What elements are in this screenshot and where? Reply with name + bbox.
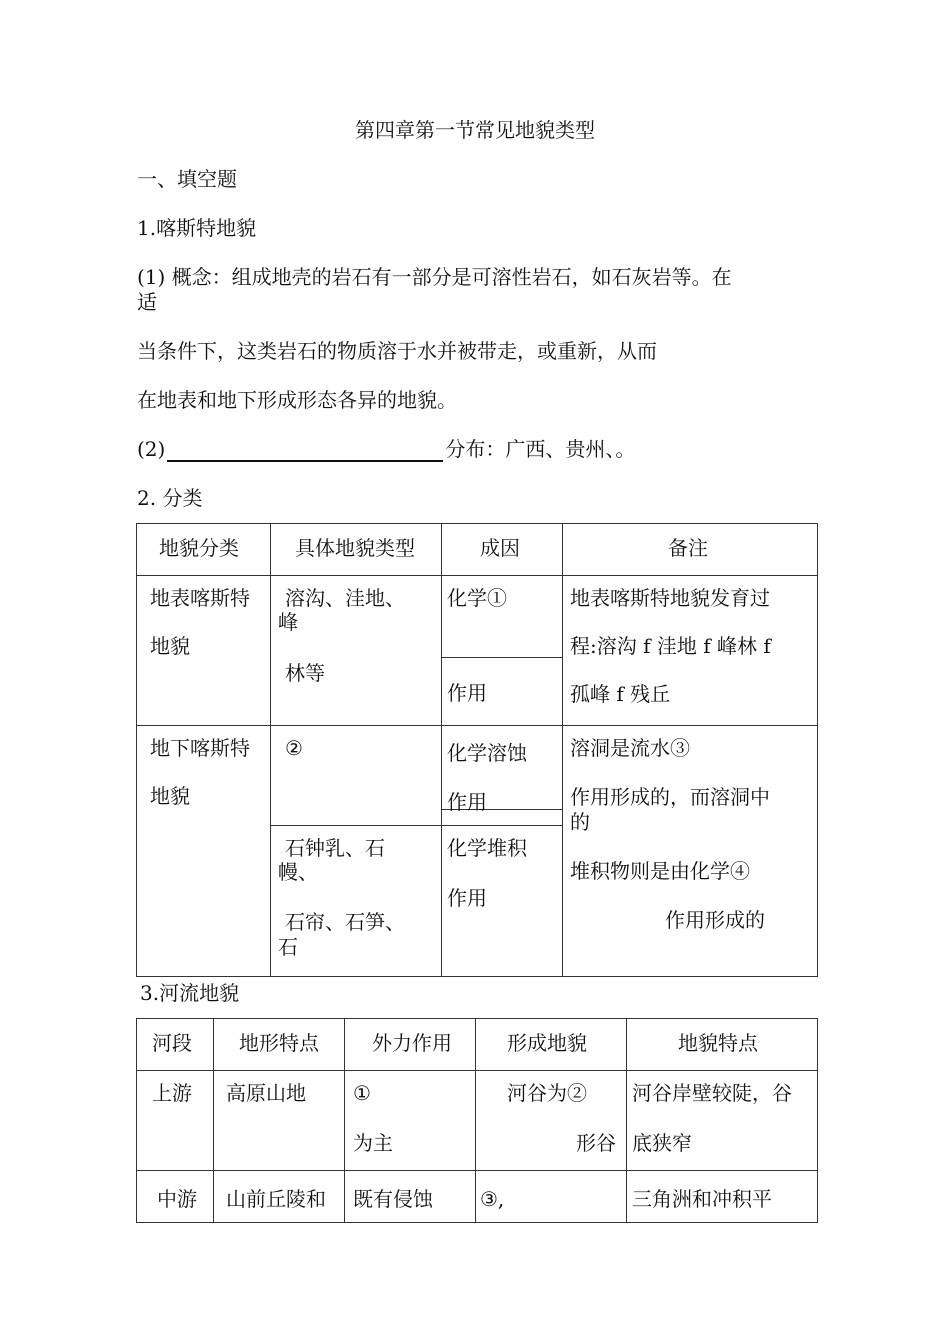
table-cell: 河谷岸壁较陡，谷 — [632, 1081, 792, 1105]
q1-fill-prefix: (2) — [137, 437, 166, 461]
table-header-cell: 地貌分类 — [159, 536, 239, 560]
table-cell: 溶沟、洼地、 — [285, 586, 405, 610]
table-cell: 地表喀斯特地貌发育过 — [570, 586, 770, 610]
q2-heading: 2. 分类 — [137, 486, 203, 510]
table-cell: 中游 — [157, 1187, 197, 1211]
table-cell: 高原山地 — [226, 1081, 306, 1105]
table-cell: 石 — [278, 935, 298, 959]
q1-paragraph-line: (1) 概念：组成地壳的岩石有一部分是可溶性岩石，如石灰岩等。在 — [137, 265, 732, 289]
table-cell: 为主 — [353, 1131, 393, 1155]
table-cell: 溶洞是流水③ — [570, 736, 690, 760]
q1-paragraph-line: 当条件下，这类岩石的物质溶于水并被带走，或重新，从而 — [137, 339, 657, 363]
table-cell: 作用 — [447, 681, 487, 705]
page-title: 第四章第一节常见地貌类型 — [355, 118, 595, 142]
table-cell: 作用形成的，而溶洞中 — [570, 785, 770, 809]
table-cell: ③, — [480, 1187, 505, 1211]
q1-paragraph-line: 适 — [137, 290, 157, 314]
table-cell: 孤峰 f 残丘 — [570, 682, 671, 706]
table-cell: 林等 — [285, 661, 325, 685]
q3-heading: 3.河流地貌 — [140, 981, 240, 1005]
table-cell: ② — [285, 736, 303, 760]
table-cell: 既有侵蚀 — [353, 1187, 433, 1211]
table-cell: 幔、 — [278, 860, 318, 884]
table-cell: 程:溶沟 f 洼地 f 峰林 f — [570, 634, 771, 658]
answer-blank[interactable] — [167, 438, 443, 462]
table-header-cell: 形成地貌 — [507, 1031, 587, 1055]
table-cell: 石钟乳、石 — [285, 836, 385, 860]
table-cell: 地貌 — [150, 784, 190, 808]
table-cell: 三角洲和冲积平 — [632, 1187, 772, 1211]
table-cell: 化学溶蚀 — [447, 741, 527, 765]
table-cell: 底狭窄 — [632, 1131, 692, 1155]
table-cell: 地下喀斯特 — [150, 736, 250, 760]
table-cell: 山前丘陵和 — [226, 1187, 326, 1211]
table-cell: 石帘、石笋、 — [285, 910, 405, 934]
q1-fill-line — [137, 436, 635, 462]
table-header-cell: 具体地貌类型 — [295, 536, 415, 560]
table-cell: 作用形成的 — [665, 908, 765, 932]
table-cell: ① — [353, 1081, 371, 1105]
table-cell: 地貌 — [150, 634, 190, 658]
table-header-cell: 外力作用 — [372, 1031, 452, 1055]
table-cell: 化学① — [447, 586, 507, 610]
q1-fill-suffix: 分布：广西、贵州、。 — [445, 437, 636, 461]
table-cell: 堆积物则是由化学④ — [570, 859, 750, 883]
table-cell: 峰 — [278, 610, 298, 634]
table-cell: 河谷为② — [507, 1081, 587, 1105]
table-cell: 地表喀斯特 — [150, 586, 250, 610]
table-cell: 化学堆积 — [447, 836, 527, 860]
table-cell: 的 — [570, 810, 590, 834]
table-header-cell: 河段 — [152, 1031, 192, 1055]
table-cell: 作用 — [447, 790, 487, 814]
section-heading: 一、填空题 — [137, 167, 237, 191]
table-header-cell: 地形特点 — [239, 1031, 319, 1055]
table-header-cell: 成因 — [480, 536, 520, 560]
table-cell: 形谷 — [576, 1131, 616, 1155]
table-header-cell: 地貌特点 — [678, 1031, 758, 1055]
q1-heading: 1.喀斯特地貌 — [137, 216, 257, 240]
q1-paragraph-line: 在地表和地下形成形态各异的地貌。 — [137, 388, 457, 412]
table-header-cell: 备注 — [668, 536, 708, 560]
table-cell: 上游 — [152, 1081, 192, 1105]
table-cell: 作用 — [447, 886, 487, 910]
